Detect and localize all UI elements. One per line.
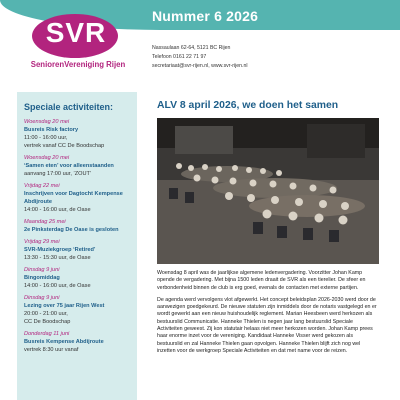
meeting-photo	[157, 118, 379, 264]
activity-date: Vrijdag 22 mei	[24, 183, 60, 189]
svr-logo	[30, 14, 126, 72]
logo-subtitle: SeniorenVereniging Rijen	[30, 60, 126, 69]
sidebar-activities	[17, 92, 137, 400]
article-paragraph: De agenda werd vervolgens vlot afgewerkt. Het concept beleidsplan 2026-2030 werd door de aanwezigen goedgekeurd. De nieuwe statuten zijn inmiddels door de notaris vastgelegd en er wordt gewerkt aan een nieuw huishoudelijk reglement. Marian Heesbeen werd herkozen als bestuurslid Communicatie. Hanneke Thielen is negen jaar lang bestuurslid Speciale Activiteiten geweest. Zij kon statutair helaas niet meer herkozen worden. Johan Kamp prees haar enorme inzet voor de vereniging. Kandidaat Hanneke Visser werd gekozen als bestuurslid en zal Hanneke Thielen gaan opvolgen. Hanneke Thielen blijft zich nog wel inzetten voor de werkgroep Speciale Activiteiten en dat met name voor de reizen.	[157, 296, 377, 354]
article-headline: ALV 8 april 2026, we doen het samen	[157, 100, 339, 111]
activity-info: vertrek vanaf CC De Boodschap	[24, 143, 105, 149]
activity-info: 11:00 - 16:00 uur,	[24, 135, 68, 141]
activity-item	[24, 330, 137, 354]
activity-title: Bingomiddag	[24, 275, 60, 281]
activity-title: SVR-Muziekgroep ‘Retired’	[24, 247, 96, 253]
activity-item	[24, 294, 137, 326]
article-paragraph: Woensdag 8 april was de jaarlijkse algemene ledenvergadering. Voorzitter Johan Kamp opende de vergadering. Met bijna 1500 leden draait de SVR als een tierelier. De sfeer en verbondenheid binnen de club is erg goed, evenals de contacten met externe partijen.	[157, 270, 366, 291]
main-article	[157, 100, 379, 360]
activity-title: Lezing over 75 jaar Rijen West	[24, 303, 105, 309]
activity-item	[24, 118, 137, 150]
activity-date: Vrijdag 29 mei	[24, 239, 60, 245]
activity-item	[24, 238, 137, 262]
activity-title: Busreis Kempense Abdijroute	[24, 339, 104, 345]
activity-item	[24, 266, 137, 290]
activity-date: Donderdag 11 juni	[24, 331, 70, 337]
activity-info: 13:30 - 15:30 uur, de Oase	[24, 255, 91, 261]
activity-list	[17, 118, 137, 354]
activity-date: Dinsdag 9 juni	[24, 295, 60, 301]
activity-info: aanvang 17:00 uur, ‘ZOUT’	[24, 171, 92, 177]
activity-date: Woensdag 20 mei	[24, 155, 70, 161]
activity-title: Inschrijven voor Dagtocht Kempense Abdijroute	[24, 191, 123, 205]
activity-date: Woensdag 20 mei	[24, 119, 70, 125]
article-body	[157, 270, 379, 355]
logo-text: SVR	[45, 17, 107, 48]
email-web-line[interactable]: secretariaat@svr-rijen.nl, www.svr-rijen.nl	[152, 63, 248, 69]
issue-number: Nummer 6 2026	[152, 8, 259, 24]
activity-date: Dinsdag 9 juni	[24, 267, 60, 273]
activity-info: 14:00 - 16:00 uur, de Oase	[24, 207, 91, 213]
activity-info: vertrek 8:30 uur vanaf	[24, 347, 79, 353]
activity-title: ‘Samen eten’ voor alleenstaanden	[24, 163, 114, 169]
address-line: Nassaulaan 62-64, 5121 BC Rijen	[152, 45, 231, 51]
activity-date: Maandag 25 mei	[24, 219, 66, 225]
activity-title: 2e Pinksterdag De Oase is gesloten	[24, 227, 119, 233]
sidebar-title: Speciale activiteiten:	[24, 102, 114, 112]
meeting-photo-image	[157, 118, 379, 264]
phone-line: Telefoon 0161 22 71 97	[152, 54, 207, 60]
activity-item	[24, 218, 137, 234]
activity-info: CC De Boodschap	[24, 319, 71, 325]
activity-item	[24, 154, 137, 178]
activity-info: 14:00 - 16:00 uur, de Oase	[24, 283, 91, 289]
activity-item	[24, 182, 137, 214]
activity-title: Busreis Risk factory	[24, 127, 79, 133]
address-block	[152, 44, 248, 71]
activity-info: 20:00 - 21:00 uur,	[24, 311, 68, 317]
